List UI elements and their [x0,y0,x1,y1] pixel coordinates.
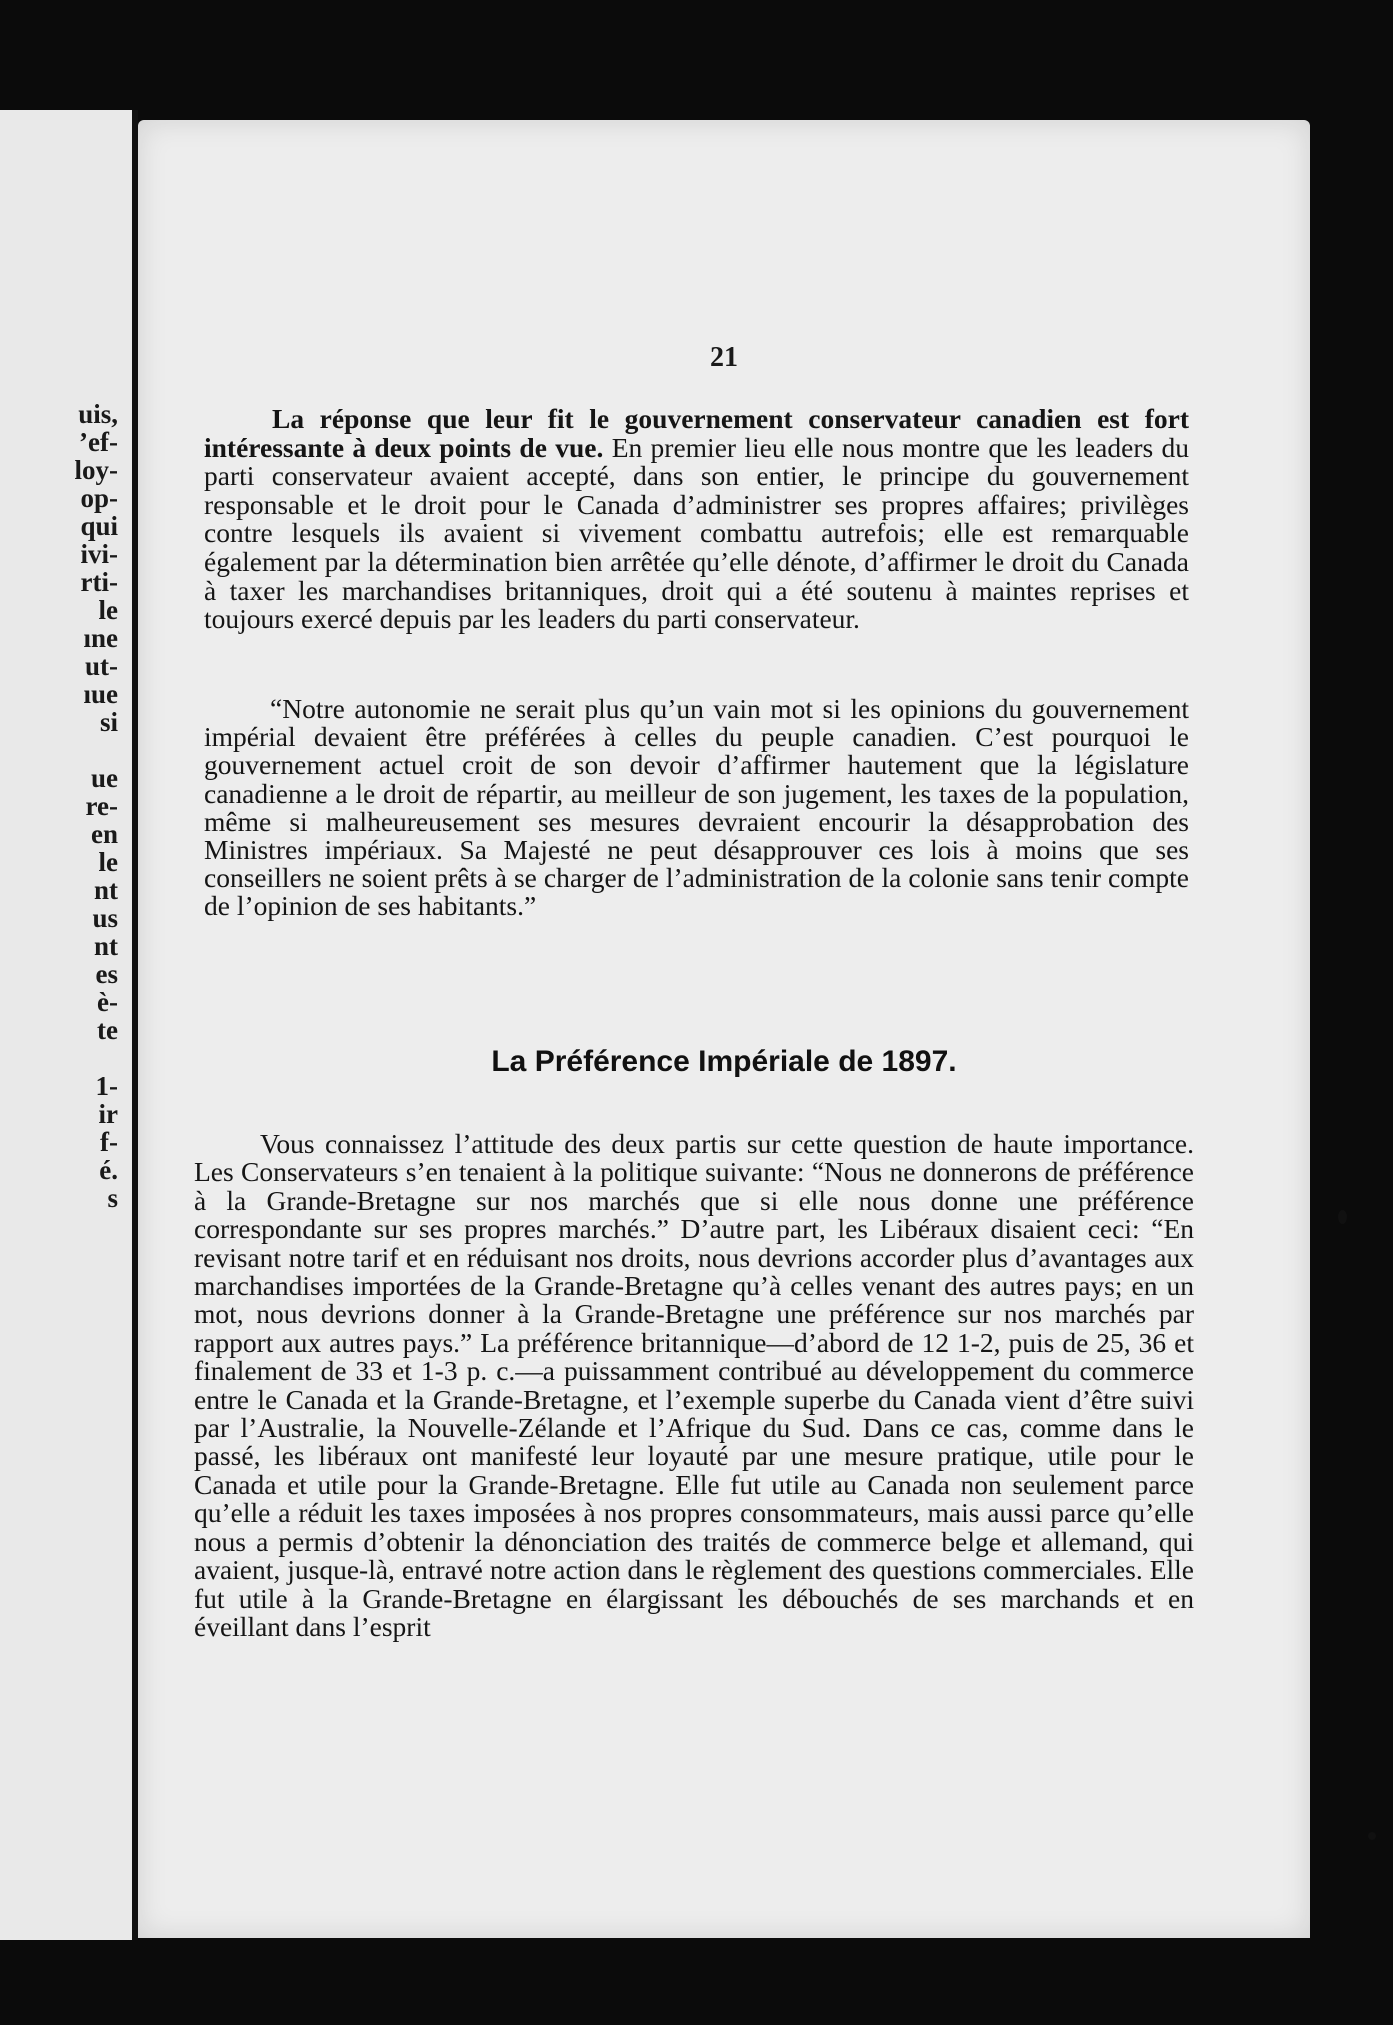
left-page-fragment-line: re- [85,791,118,821]
left-page-fragment-line: le [98,847,118,877]
left-page-fragment-line: loy- [74,455,118,485]
left-page-fragment-line: en [91,819,118,849]
paragraph-2-quotation: “Notre autonomie ne serait plus qu’un vain mot si les opinions du gouvernement impérial devaient être préférées à celles du peuple canadien. C’est pourquoi le gouvernement actuel croit de son devoir d’affirmer hautement que la législature canadienne a le droit de répartir, au meilleur de son jugement, les taxes de la population, même si malheureusement ses mesures devraient encourir la désapprobation des Ministres impériaux. Sa Majesté ne peut désapprouver ces lois à moins que ses conseillers ne soient prêts à se charger de l’administration de la colonie sans tenir compte de l’opinion de ses habitants.” [204,693,1189,922]
left-page-fragment-line: si [99,707,118,737]
section-heading: La Préférence Impériale de 1897. [491,1045,957,1078]
left-page-fragment [0,110,138,1940]
left-page-fragment-line: f- [100,1127,118,1157]
left-page-fragment-line: uis, [78,399,118,429]
left-page-fragment-line: te [97,1015,118,1045]
paragraph-3: Vous connaissez l’attitude des deux partis sur cette question de haute importance. Les Conservateurs s’en tenaient à la politique suivante: “Nous ne donnerons de préférence à la Grande-Bretagne sur nos marchés que si elle nous donne une préférence correspondante sur ses propres marchés.” D’autre part, les Libéraux disaient ceci: “En revisant notre tarif et en réduisant nos droits, nous devrions accorder plus d’avantages aux marchandises importées de la Grande-Bretagne qu’à celles venant des autres pays; en un mot, nous devrions donner à la Grande-Bretagne une préférence sur nos marchés par rapport aux autres pays.” La préférence britannique—d’abord de 12 1-2, puis de 25, 36 et finalement de 33 et 1-3 p. c.—a puissamment contribué au développement du commerce entre le Canada et la Grande-Bretagne, et l’exemple superbe du Canada vient d’être suivi par l’Australie, la Nouvelle-Zélande et l’Afrique du Sud. Dans ce cas, comme dans le passé, les libéraux ont manifesté leur loyauté par une mesure pratique, utile pour le Canada et utile pour la Grande-Bretagne. Elle fut utile au Canada non seulement parce qu’elle a réduit les taxes imposées à nos propres consommateurs, mais aussi parce qu’elle nous a permis d’obtenir la dénonciation des traités de commerce belge et allemand, qui avaient, jusque-là, entravé notre action dans le règlement des questions commerciales. Elle fut utile à la Grande-Bretagne en élargissant les débouchés de ses marchands et en éveillant dans l’esprit [194,1128,1194,1642]
left-page-fragment-line: es [95,959,118,989]
left-page-fragment-line: ut- [85,651,118,681]
document-page [138,120,1310,1938]
left-page-fragment-line: ıue [83,679,118,709]
left-page-fragment-line [75,1044,119,1072]
left-page-fragment-line: ’ef- [79,427,118,457]
page-number: 21 [710,342,738,373]
left-page-fragment-line: é. [99,1155,118,1185]
left-page-fragment-line: ir [98,1099,118,1129]
left-page-fragment-line: nt [93,931,118,961]
paragraph-1 [204,405,1189,634]
left-page-fragment-line: è- [97,987,118,1017]
left-page-fragment-line: ıne [83,623,118,653]
paragraph-1-lead: La réponse que leur fit le gouvernement conservateur canadien est fort intéressante à deux points de vue. [204,403,1189,463]
left-page-fragment-line: op- [80,483,118,513]
left-page-fragment-line: ue [91,763,118,793]
left-page-fragment-line: rti- [80,567,118,597]
left-page-fragment-line: us [92,903,118,933]
left-page-fragment-line: s [107,1183,118,1213]
scan-speck [1338,1210,1347,1224]
paragraph-1-body: En premier lieu elle nous montre que les leaders du parti conservateur avaient accepté, dans son entier, le principe du gouvernement responsable et le droit pour le Canada d’administrer ses propres affaires; privilèges contre lesquels ils avaient si vivement combattu autrefois; elle est remarquable également par la détermination bien arrêtée qu’elle dénote, d’affirmer le droit du Canada à taxer les marchandises britanniques, droit qui a été soutenu à maintes reprises et toujours exercé depuis par les leaders du parti conservateur. [204,431,1189,635]
left-page-fragment-line: 1- [95,1071,118,1101]
left-page-fragment-line: nt [93,875,118,905]
left-page-fragment-line [75,736,119,764]
left-page-fragment-line: le [98,595,118,625]
left-page-text-fragments [75,400,119,1212]
left-page-fragment-line: ivi- [80,539,118,569]
scan-speck [1368,1832,1376,1840]
left-page-fragment-line: qui [80,511,118,541]
